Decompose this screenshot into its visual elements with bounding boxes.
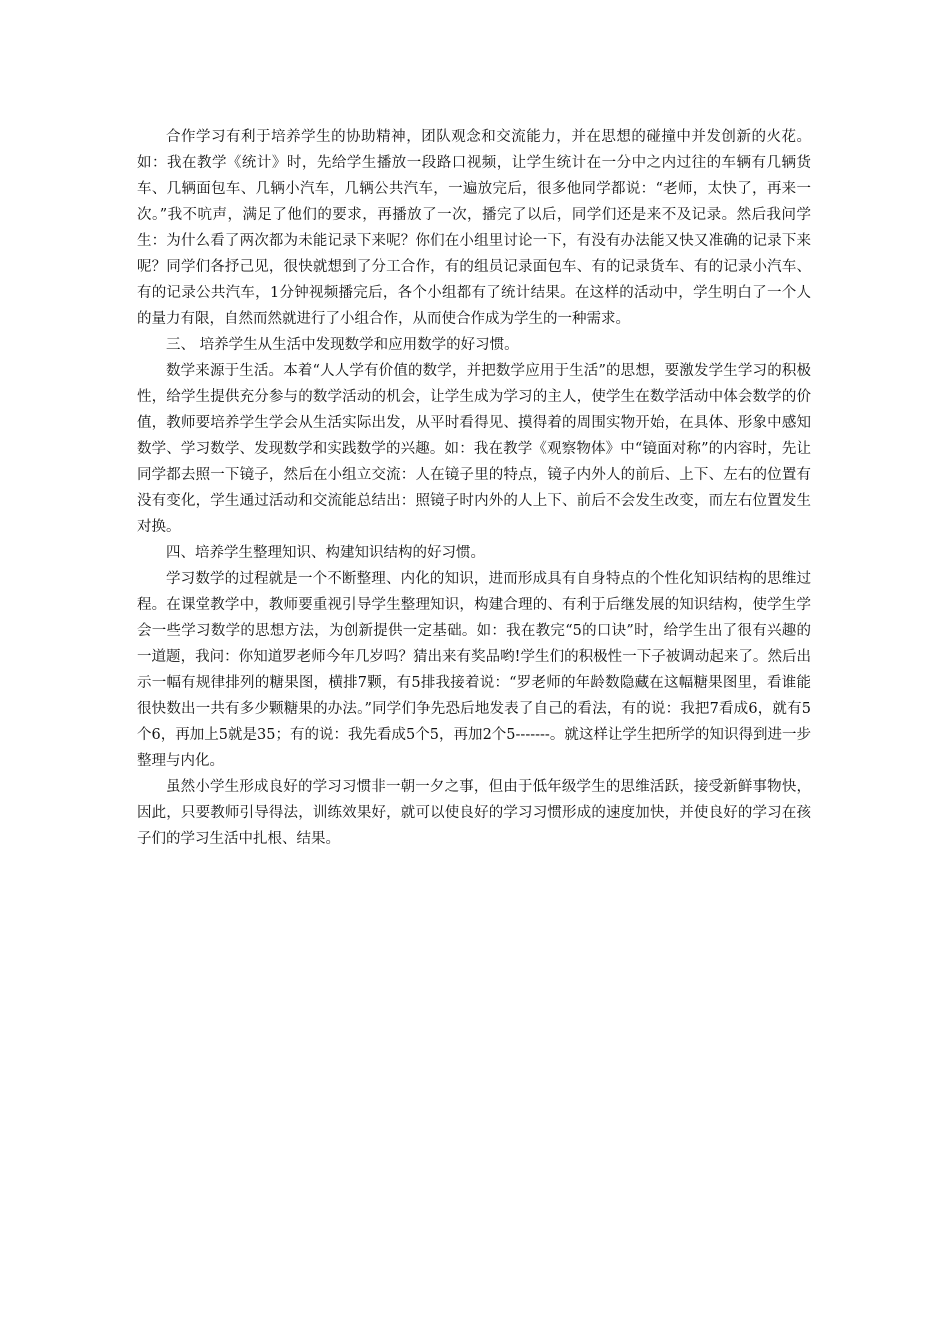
- section-heading-three: 三、 培养学生从生活中发现数学和应用数学的好习惯。: [166, 337, 519, 353]
- section-heading-four: 四、培养学生整理知识、构建知识结构的好习惯。: [166, 545, 485, 561]
- paragraph-cooperative-learning: 合作学习有利于培养学生的协助精神，团队观念和交流能力，并在思想的碰撞中并发创新的火花。如：我在教学《统计》时，先给学生播放一段路口视频，让学生统计在一分中之内过往的车辆有几辆货车、几辆面包车、几辆小汽车，几辆公共汽车，一遍放完后，很多他同学都说：“老师，太快了，再来一次。”我不吭声，满足了他们的要求，再播放了一次，播完了以后，同学们还是来不及记录。然后我问学生：为什么看了两次都为未能记录下来呢？你们在小组里讨论一下，有没有办法能又快又准确的记录下来呢？同学们各抒己见，很快就想到了分工合作，有的组员记录面包车、有的记录货车、有的记录小汽车、有的记录公共汽车，1分钟视频播完后，各个小组都有了统计结果。在这样的活动中，学生明白了一个人的量力有限，自然而然就进行了小组合作，从而使合作成为学生的一种需求。: [137, 129, 811, 327]
- paragraph-conclusion: 虽然小学生形成良好的学习习惯非一朝一夕之事，但由于低年级学生的思维活跃，接受新鲜事物快，因此，只要教师引导得法，训练效果好，就可以使良好的学习习惯形成的速度加快，并使良好的学习在孩子们的学习生活中扎根、结果。: [137, 779, 811, 847]
- paragraph-knowledge-structure: 学习数学的过程就是一个不断整理、内化的知识，进而形成具有自身特点的个性化知识结构的思维过程。在课堂教学中，教师要重视引导学生整理知识，构建合理的、有利于后继发展的知识结构，使学生学会一些学习数学的思想方法，为创新提供一定基础。如：我在教完“5的口诀”时，给学生出了很有兴趣的一道题，我问：你知道罗老师今年几岁吗？猜出来有奖品哟!学生们的积极性一下子被调动起来了。然后出示一幅有规律排列的糖果图，横排7颗，有5排我接着说：“罗老师的年龄数隐藏在这幅糖果图里，看谁能很快数出一共有多少颗糖果的办法。”同学们争先恐后地发表了自己的看法，有的说：我把7看成6，就有5个6，再加上5就是35；有的说：我先看成5个5，再加2个5-------。就这样让学生把所学的知识得到进一步整理与内化。: [137, 571, 811, 769]
- document-body: [137, 124, 811, 852]
- paragraph-math-from-life: 数学来源于生活。本着“人人学有价值的数学，并把数学应用于生活”的思想，要激发学生学习的积极性，给学生提供充分参与的数学活动的机会，让学生成为学习的主人，使学生在数学活动中体会数学的价值，教师要培养学生学会从生活实际出发，从平时看得见、摸得着的周围实物开始，在具体、形象中感知数学、学习数学、发现数学和实践数学的兴趣。如：我在教学《观察物体》中“镜面对称”的内容时，先让同学都去照一下镜子，然后在小组立交流：人在镜子里的特点，镜子内外人的前后、上下、左右的位置有没有变化，学生通过活动和交流能总结出：照镜子时内外的人上下、前后不会发生改变，而左右位置发生对换。: [137, 363, 811, 535]
